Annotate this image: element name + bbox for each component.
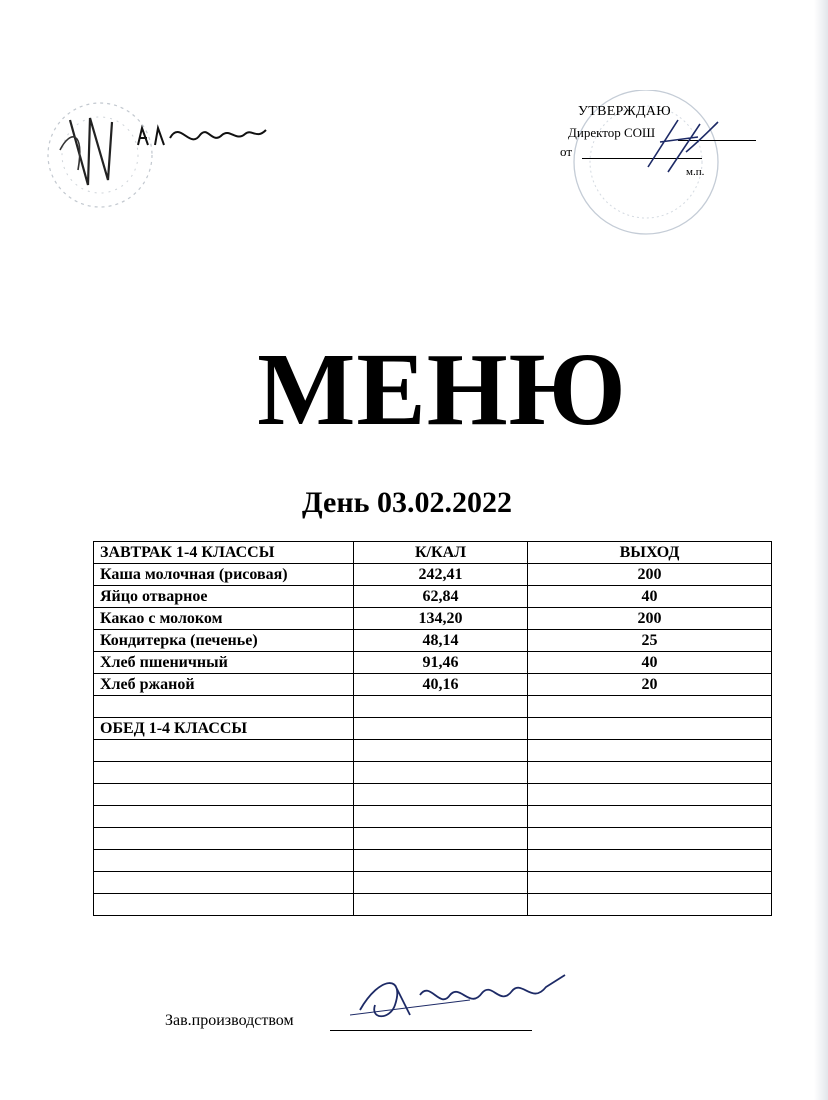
dish-yield: 25 (528, 630, 772, 652)
empty-cell (354, 740, 528, 762)
approval-title: УТВЕРЖДАЮ (578, 104, 671, 119)
empty-cell (94, 806, 354, 828)
seal-place-label: м.п. (686, 166, 705, 178)
table-row (94, 564, 772, 586)
dish-yield: 40 (528, 586, 772, 608)
empty-cell (94, 894, 354, 916)
approval-role: Директор СОШ (568, 125, 656, 140)
empty-cell (94, 850, 354, 872)
empty-cell (94, 784, 354, 806)
empty-cell (94, 696, 354, 718)
menu-date-title: День 03.02.2022 (302, 486, 512, 519)
empty-cell (528, 696, 772, 718)
dish-name: Хлеб пшеничный (94, 652, 354, 674)
table-row (94, 630, 772, 652)
empty-cell (354, 762, 528, 784)
empty-cell (528, 850, 772, 872)
breakfast-section-header: ЗАВТРАК 1-4 КЛАССЫ (94, 542, 354, 564)
dish-kcal: 91,46 (354, 652, 528, 674)
dish-yield: 200 (528, 608, 772, 630)
table-row-empty (94, 762, 772, 784)
empty-cell (528, 828, 772, 850)
empty-cell (354, 784, 528, 806)
table-row-empty (94, 894, 772, 916)
empty-cell (354, 850, 528, 872)
lunch-section-header: ОБЕД 1-4 КЛАССЫ (94, 718, 354, 740)
director-signature-image (638, 112, 728, 182)
page-edge-shadow (814, 0, 828, 1100)
dish-yield: 20 (528, 674, 772, 696)
table-row (94, 608, 772, 630)
production-head-signature-image (350, 965, 580, 1025)
approval-from-label: от (560, 144, 573, 159)
signature-line (330, 1030, 532, 1031)
dish-name: Каша молочная (рисовая) (94, 564, 354, 586)
table-row-empty (94, 850, 772, 872)
dish-kcal: 134,20 (354, 608, 528, 630)
table-row-empty (94, 696, 772, 718)
empty-cell (94, 740, 354, 762)
approval-block (560, 90, 770, 240)
dish-kcal: 62,84 (354, 586, 528, 608)
empty-cell (94, 762, 354, 784)
table-row-empty (94, 806, 772, 828)
table-row-empty (94, 828, 772, 850)
production-head-label: Зав.производством (165, 1012, 294, 1029)
table-header-row (94, 542, 772, 564)
empty-cell (354, 806, 528, 828)
empty-cell (354, 828, 528, 850)
table-row-empty (94, 872, 772, 894)
menu-table (93, 541, 772, 916)
empty-cell (354, 894, 528, 916)
empty-cell (94, 828, 354, 850)
table-row (94, 652, 772, 674)
lunch-section-row (94, 718, 772, 740)
empty-cell (528, 806, 772, 828)
dish-name: Хлеб ржаной (94, 674, 354, 696)
empty-cell (354, 696, 528, 718)
dish-name: Яйцо отварное (94, 586, 354, 608)
dish-name: Кондитерка (печенье) (94, 630, 354, 652)
menu-title: МЕНЮ (257, 332, 627, 447)
dish-kcal: 40,16 (354, 674, 528, 696)
empty-cell (528, 784, 772, 806)
yield-column-header: ВЫХОД (528, 542, 772, 564)
dish-yield: 200 (528, 564, 772, 586)
kcal-column-header: К/КАЛ (354, 542, 528, 564)
empty-cell (528, 740, 772, 762)
table-row-empty (94, 740, 772, 762)
empty-cell (528, 762, 772, 784)
dish-yield: 40 (528, 652, 772, 674)
empty-cell (528, 872, 772, 894)
empty-cell (94, 872, 354, 894)
empty-cell (354, 718, 528, 740)
left-stamp-signature-image (30, 90, 290, 220)
empty-cell (528, 718, 772, 740)
table-row (94, 674, 772, 696)
dish-kcal: 48,14 (354, 630, 528, 652)
table-row (94, 586, 772, 608)
dish-kcal: 242,41 (354, 564, 528, 586)
empty-cell (354, 872, 528, 894)
dish-name: Какао с молоком (94, 608, 354, 630)
empty-cell (528, 894, 772, 916)
table-row-empty (94, 784, 772, 806)
